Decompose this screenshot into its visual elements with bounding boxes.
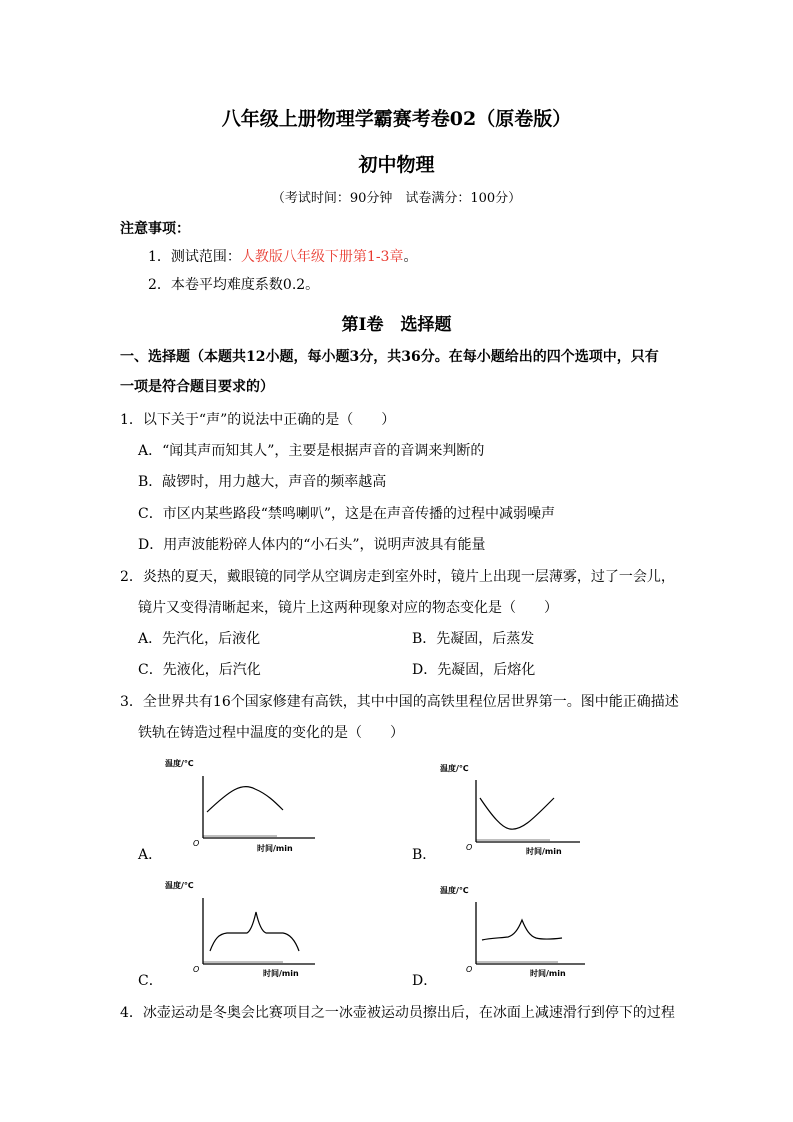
q3-option-a-label: A． [138, 847, 163, 863]
notes-item-1 [148, 246, 417, 266]
q3-graph-c [155, 876, 330, 986]
q2-stem-line1: 2．炎热的夏天，戴眼镜的同学从空调房走到室外时，镜片上出现一层薄雾，过了一会儿， [120, 569, 675, 585]
notes-item-1-prefix: 1．测试范围： [148, 249, 241, 265]
q3-graph-a [155, 754, 330, 859]
page-subtitle: 初中物理 [358, 154, 435, 176]
notes-heading: 注意事项： [120, 221, 190, 237]
graph-b-origin: O [466, 843, 473, 852]
graph-c-xlabel: 时间/min [263, 969, 299, 978]
graph-c-origin: O [193, 965, 200, 974]
q1-option-c: C．市区内某些路段“禁鸣喇叭”，这是在声音传播的过程中减弱噪声 [138, 506, 556, 522]
graph-d-ylabel: 温度/℃ [440, 886, 469, 895]
q1-option-d: D．用声波能粉碎人体内的“小石头”，说明声波具有能量 [138, 537, 486, 553]
q2-option-d: D．先凝固，后熔化 [412, 662, 536, 678]
graph-b-curve [480, 798, 554, 829]
part1-instructions-line2: 一项是符合题目要求的） [120, 379, 274, 395]
notes-item-2: 2．本卷平均难度系数0.2。 [148, 277, 320, 293]
q3-option-b-label: B． [412, 847, 437, 863]
q3-graph-b [430, 760, 605, 865]
part1-instructions-line1: 一、选择题（本题共12小题，每小题3分，共36分。在每小题给出的四个选项中，只有 [120, 349, 659, 365]
page-title: 八年级上册物理学霸赛考卷02（原卷版） [221, 108, 572, 130]
graph-a-origin: O [193, 839, 200, 848]
graph-d-xlabel: 时间/min [530, 969, 566, 978]
graph-d-curve [482, 920, 562, 940]
graph-a-curve [207, 787, 283, 812]
q3-option-d-label: D． [412, 973, 438, 989]
q3-stem-line2: 铁轨在铸造过程中温度的变化的是（ ） [138, 725, 404, 741]
notes-item-1-suffix: 。 [403, 249, 418, 265]
q4-stem-line1: 4．冰壶运动是冬奥会比赛项目之一冰壶被运动员擦出后，在冰面上减速滑行到停下的过程 [120, 1005, 675, 1021]
q1-stem: 1．以下关于“声”的说法中正确的是（ ） [120, 412, 396, 428]
q2-option-a: A．先汽化，后液化 [138, 631, 261, 647]
notes-item-1-highlight: 人教版八年级下册第1-3章 [240, 249, 404, 265]
q3-stem-line1: 3．全世界共有16个国家修建有高铁，其中中国的高铁里程位居世界第一。图中能正确描述 [120, 694, 679, 710]
q2-option-c: C．先液化，后汽化 [138, 662, 261, 678]
graph-c-ylabel: 温度/℃ [165, 881, 194, 890]
q2-option-b: B．先凝固，后蒸发 [412, 631, 535, 647]
graph-d-origin: O [466, 965, 473, 974]
section-title: 第Ⅰ卷 选择题 [341, 315, 452, 335]
exam-info: （考试时间：90分钟 试卷满分：100分） [271, 191, 522, 206]
q3-option-c-label: C． [138, 973, 163, 989]
q3-graph-d [430, 882, 605, 987]
q1-option-a: A．“闻其声而知其人”，主要是根据声音的音调来判断的 [138, 443, 485, 459]
graph-b-ylabel: 温度/℃ [440, 764, 469, 773]
q1-option-b: B．敲锣时，用力越大，声音的频率越高 [138, 474, 387, 490]
q2-stem-line2: 镜片又变得清晰起来，镜片上这两种现象对应的物态变化是（ ） [138, 600, 558, 616]
graph-b-xlabel: 时间/min [526, 847, 562, 856]
graph-c-curve [210, 912, 299, 951]
graph-a-ylabel: 温度/℃ [165, 759, 194, 768]
graph-a-xlabel: 时间/min [257, 844, 293, 853]
